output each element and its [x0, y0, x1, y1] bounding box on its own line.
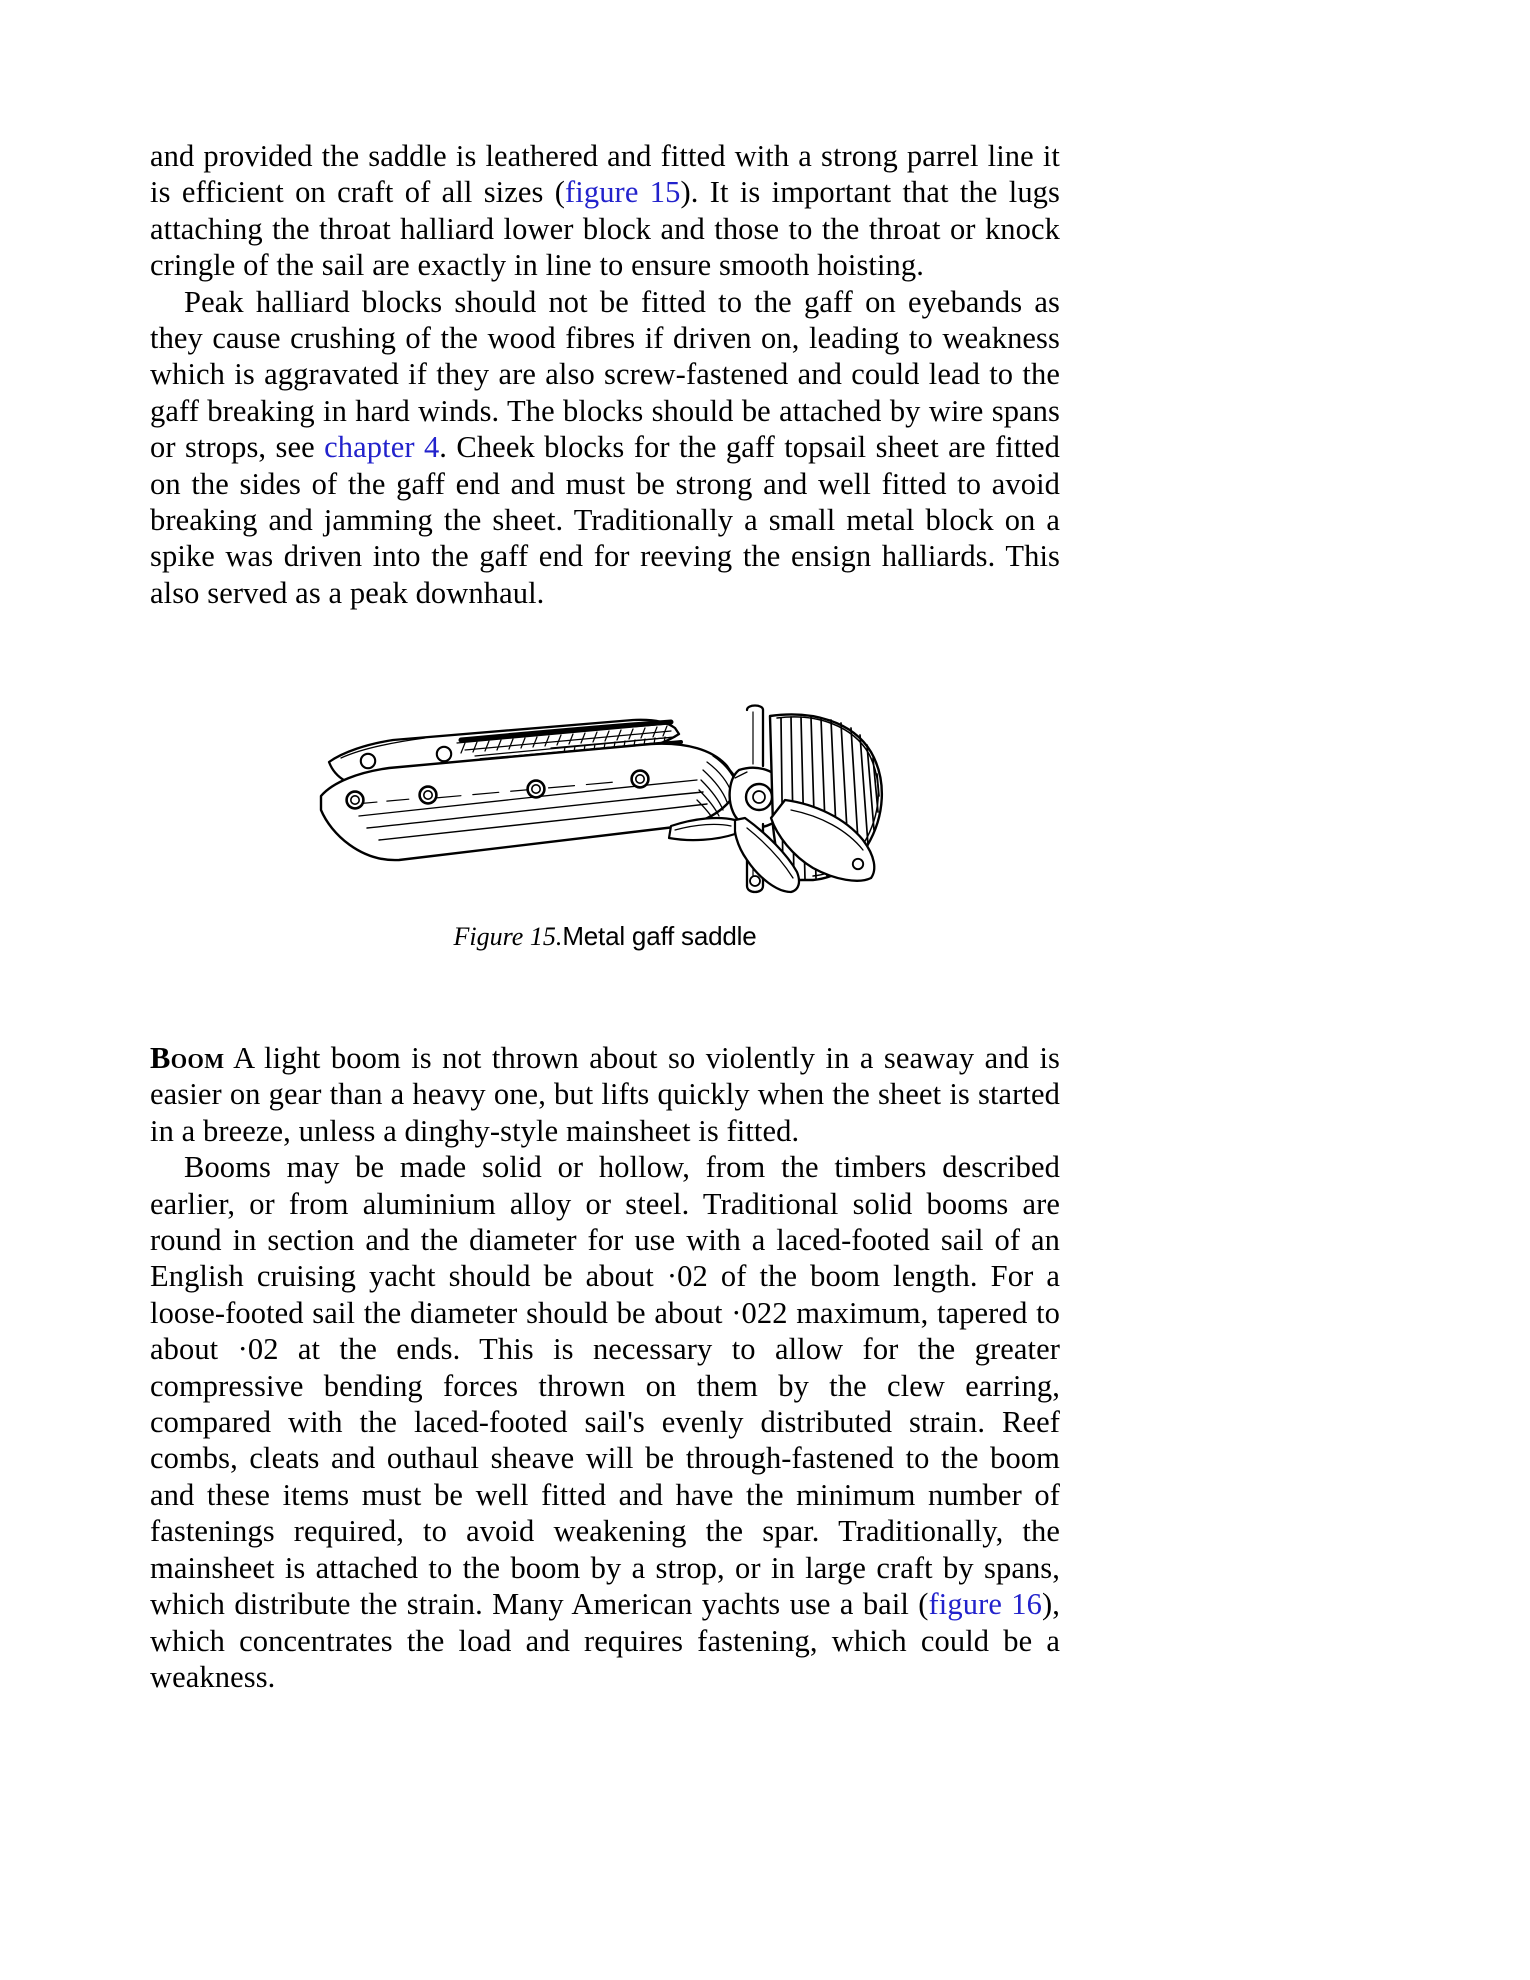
paragraph-text: A light boom is not thrown about so violently in a seaway and is easier on gear than a heavy one, but lifts quickly when the sheet is started in a breeze, unless a dinghy-style mainsheet is fitted. [150, 1041, 1060, 1148]
text-column-bottom [150, 1040, 1060, 1695]
figure-15-block [150, 700, 1060, 952]
paragraph-text: Peak halliard blocks should not be fitted to the gaff on eyebands as they cause crushing of the wood fibres if driven on, leading to weakness which is aggravated if they are also screw-fastened and could lead to the gaff breaking in hard winds. The blocks should be attached by wire spans or strops, see [150, 284, 1060, 465]
metal-gaff-saddle-illustration [315, 700, 895, 915]
paragraph-text-cont: ). It is important that the lugs attaching the throat halliard lower block and those to the throat or knock cringle of the sail are exactly in line to ensure smooth hoisting. [150, 175, 1060, 283]
paragraph-saddle-continuation [150, 138, 1060, 284]
figure-15-caption [150, 921, 1060, 952]
link-chapter-4[interactable]: chapter 4 [324, 430, 440, 465]
link-figure-16[interactable]: figure 16 [928, 1587, 1042, 1622]
paragraph-peak-halliard-blocks [150, 284, 1060, 612]
paragraph-booms-construction [150, 1149, 1060, 1695]
link-figure-15[interactable]: figure 15 [565, 175, 681, 210]
paragraph-text: and provided the saddle is leathered and fitted with a strong parrel line it is efficient on craft of all sizes ( [150, 139, 1060, 210]
paragraph-boom-intro [150, 1040, 1060, 1149]
text-column-top [150, 138, 1060, 611]
figure-caption-number: Figure 15. [453, 922, 563, 951]
paragraph-text-cont: ), which concentrates the load and requires fastening, which could be a weakness. [150, 1587, 1060, 1694]
paragraph-text: Booms may be made solid or hollow, from the timbers described earlier, or from aluminium alloy or steel. Traditional solid booms are round in section and the diameter for use with a laced-footed sail of an English cruising yacht should be about ·02 of the boom length. For a loose-footed sail the diameter should be about ·022 maximum, tapered to about ·02 at the ends. This is necessary to allow for the greater compressive bending forces thrown on them by the clew earring, compared with the laced-footed sail's evenly distributed strain. Reef combs, cleats and outhaul sheave will be through-fastened to the boom and these items must be well fitted and have the minimum number of fastenings required, to avoid weakening the spar. Traditionally, the mainsheet is attached to the boom by a strop, or in large craft by spans, which distribute the strain. Many American yachts use a bail ( [150, 1150, 1060, 1622]
figure-caption-title: Metal gaff saddle [562, 921, 757, 951]
paragraph-text-cont: . Cheek blocks for the gaff topsail sheet are fitted on the sides of the gaff end and must be strong and well fitted to avoid breaking and jamming the sheet. Traditionally a small metal block on a spike was driven into the gaff end for reeving the ensign halliards. This also served as a peak downhaul. [150, 430, 1060, 610]
section-heading-boom: Boom [150, 1041, 225, 1075]
